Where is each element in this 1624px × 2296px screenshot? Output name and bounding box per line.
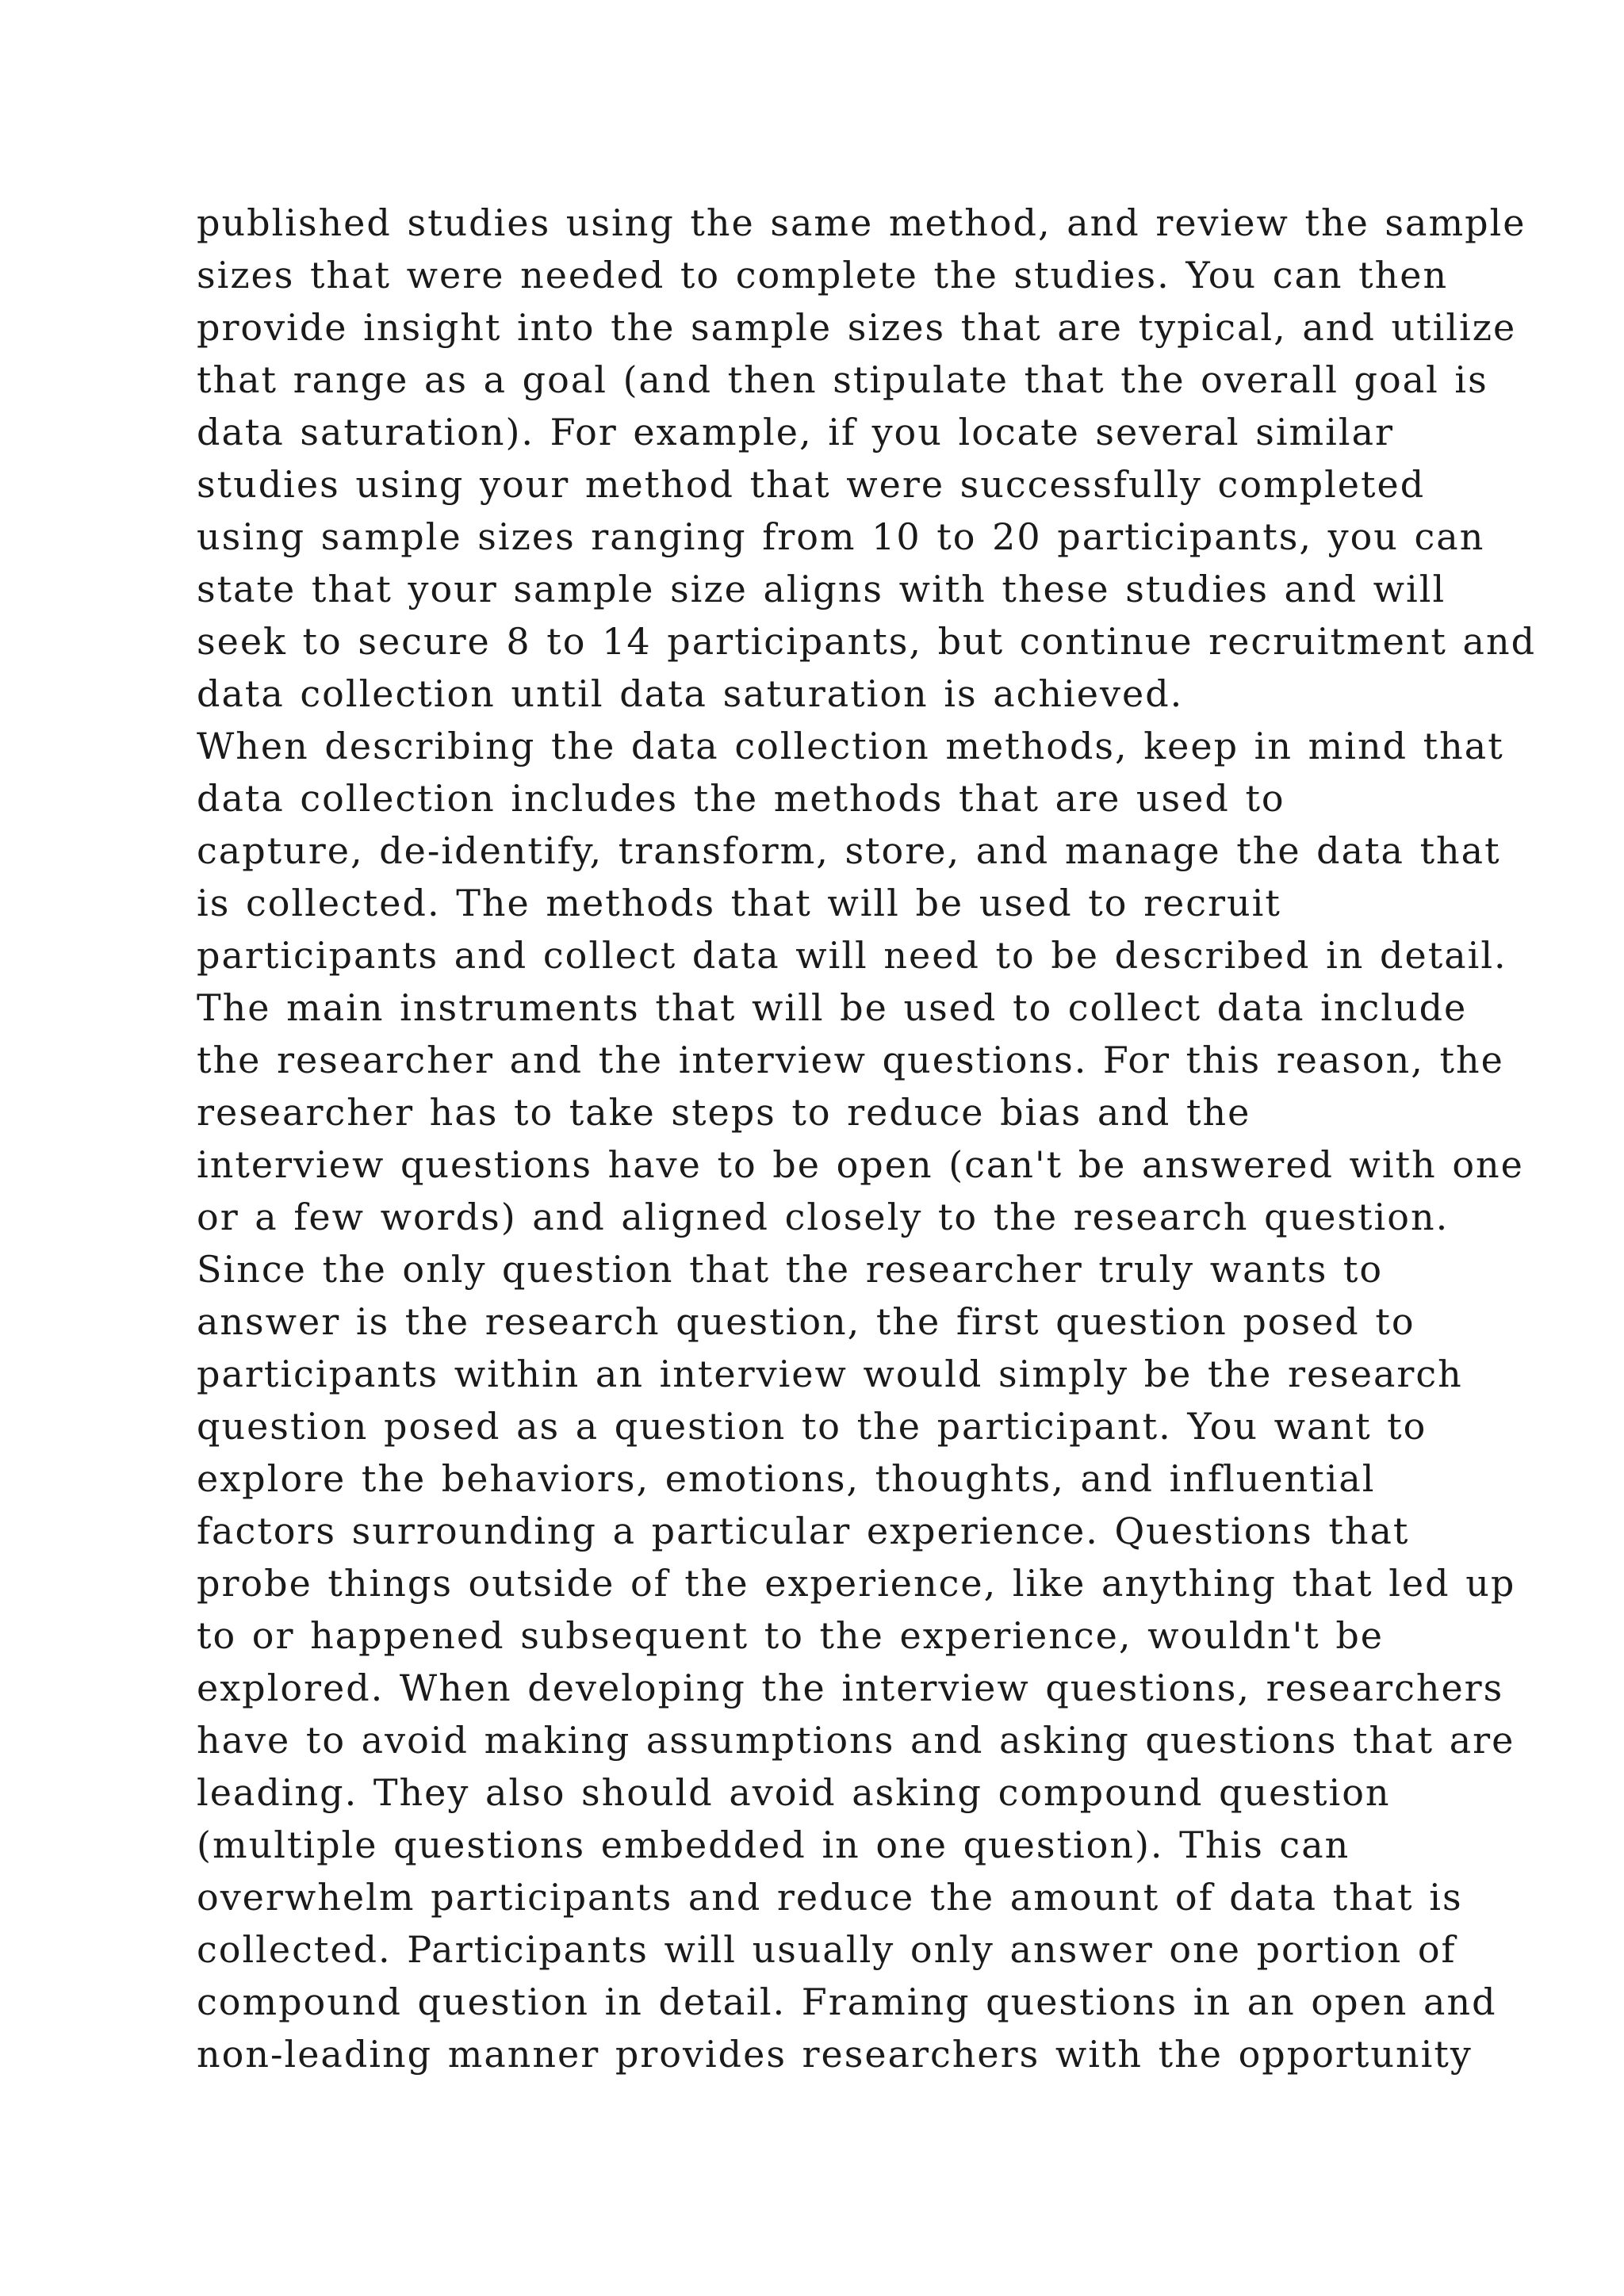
- text-line: factors surrounding a particular experience. Questions that: [197, 1510, 1410, 1552]
- text-line: data saturation). For example, if you locate several similar: [197, 411, 1394, 453]
- text-line: using sample sizes ranging from 10 to 20 participants, you can: [197, 515, 1485, 558]
- text-line: capture, de-identify, transform, store, and manage the data that: [197, 829, 1501, 872]
- text-line: non-leading manner provides researchers with the opportunity: [197, 2033, 1473, 2076]
- text-line: overwhelm participants and reduce the amount of data that is: [197, 1876, 1463, 1919]
- text-line: leading. They also should avoid asking compound question: [197, 1771, 1391, 1814]
- text-line: seek to secure 8 to 14 participants, but continue recruitment and: [197, 620, 1537, 663]
- text-line: data collection includes the methods that are used to: [197, 777, 1285, 820]
- text-line: When describing the data collection methods, keep in mind that: [197, 725, 1504, 767]
- text-line: data collection until data saturation is achieved.: [197, 672, 1184, 715]
- text-line: collected. Participants will usually only answer one portion of: [197, 1928, 1457, 1971]
- text-line: the researcher and the interview questions. For this reason, the: [197, 1039, 1504, 1081]
- text-line: The main instruments that will be used to collect data include: [197, 986, 1468, 1029]
- text-line: (multiple questions embedded in one question). This can: [197, 1823, 1350, 1866]
- text-line: researcher has to take steps to reduce bias and the: [197, 1091, 1251, 1134]
- text-line: participants and collect data will need to be described in detail.: [197, 934, 1507, 977]
- text-line: answer is the research question, the first question posed to: [197, 1300, 1415, 1343]
- text-line: have to avoid making assumptions and asking questions that are: [197, 1719, 1515, 1762]
- text-line: provide insight into the sample sizes that are typical, and utilize: [197, 306, 1517, 349]
- text-line: that range as a goal (and then stipulate that the overall goal is: [197, 358, 1488, 401]
- text-line: interview questions have to be open (can't be answered with one: [197, 1143, 1524, 1186]
- text-line: participants within an interview would simply be the research: [197, 1353, 1463, 1395]
- text-line: explore the behaviors, emotions, thoughts, and influential: [197, 1457, 1376, 1500]
- text-line: compound question in detail. Framing questions in an open and: [197, 1980, 1497, 2023]
- text-line: published studies using the same method, and review the sample: [197, 201, 1526, 244]
- text-line: to or happened subsequent to the experience, wouldn't be: [197, 1614, 1384, 1657]
- text-line: or a few words) and aligned closely to the research question.: [197, 1196, 1450, 1238]
- text-line: probe things outside of the experience, like anything that led up: [197, 1562, 1516, 1605]
- body-text: [197, 197, 1537, 2080]
- text-line: is collected. The methods that will be used to recruit: [197, 882, 1281, 924]
- text-line: studies using your method that were successfully completed: [197, 463, 1426, 506]
- text-line: Since the only question that the researcher truly wants to: [197, 1248, 1384, 1291]
- text-line: sizes that were needed to complete the studies. You can then: [197, 254, 1449, 297]
- text-line: question posed as a question to the participant. You want to: [197, 1405, 1427, 1448]
- text-line: state that your sample size aligns with these studies and will: [197, 568, 1446, 610]
- text-line: explored. When developing the interview questions, researchers: [197, 1667, 1504, 1709]
